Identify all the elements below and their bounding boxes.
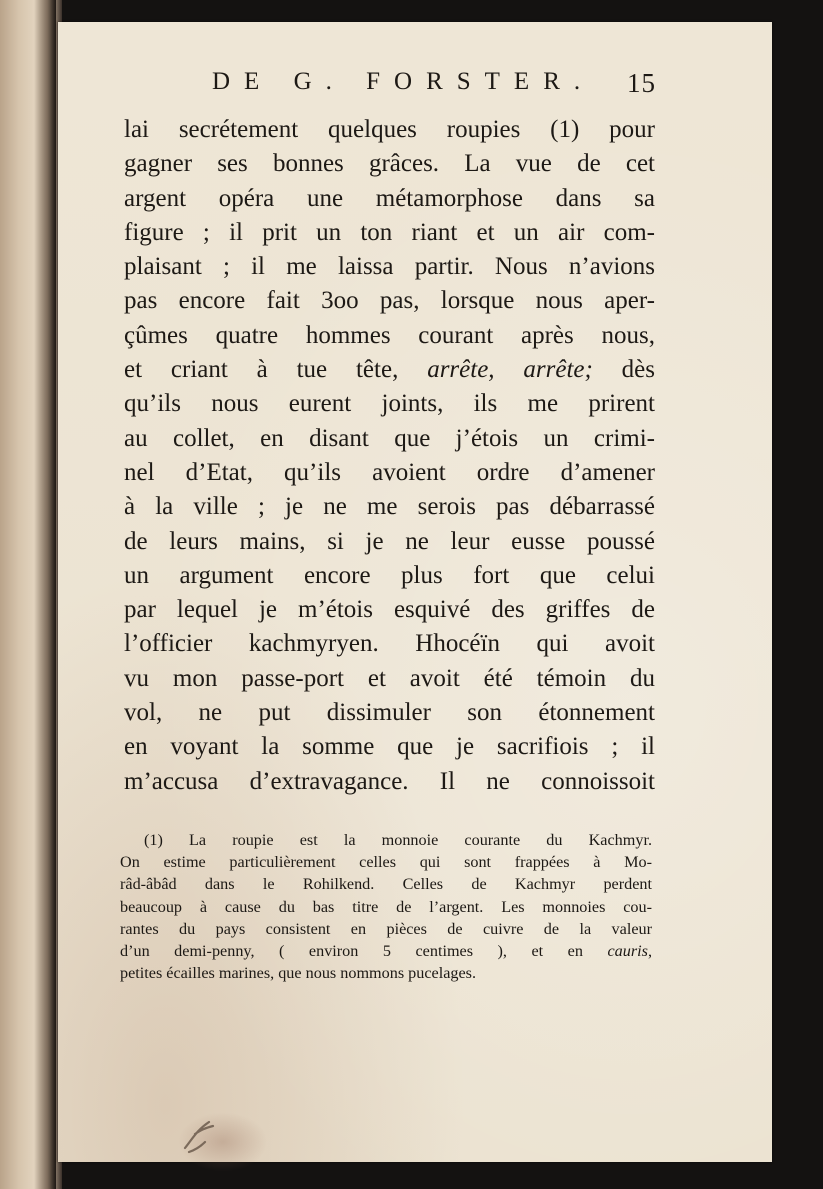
body-line: argent opéra une métamorphose dans sa [124,184,655,212]
footnote-line: On estime particulièrement celles qui sont frappées à Mo- [120,853,652,872]
body-line: m’accusa d’extravagance. Il ne connoissoit [124,767,655,795]
binding-shadow [34,0,56,1189]
body-line: nel d’Etat, qu’ils avoient ordre d’amener [124,458,655,486]
body-line: de leurs mains, si je ne leur eusse poussé [124,527,655,555]
text-run: dès [592,356,655,384]
text-run: , [647,941,652,960]
body-line: à la ville ; je ne me serois pas débarrassé [124,493,655,521]
body-line: en voyant la somme que je sacrifiois ; il [124,733,655,761]
body-line: çûmes quatre hommes courant après nous, [124,321,655,349]
running-head [212,68,656,104]
italic-text: cauris [607,941,648,960]
body-line: lai secrétement quelques roupies (1) pour [124,116,655,143]
footnote-line: rantes du pays consistent en pièces de cuivre de la valeur [120,919,652,938]
footnote-line: (1) La roupie est la monnoie courante du Kachmyr. [144,831,652,849]
body-line: l’officier kachmyryen. Hhocéïn qui avoit [124,630,655,658]
body-line: au collet, en disant que j’étois un crimi- [124,424,655,452]
body-line: vol, ne put dissimuler son étonnement [124,699,655,727]
footnote-line [120,940,652,962]
body-line: figure ; il prit un ton riant et un air com- [124,218,655,246]
running-head-title: DE G. FORSTER. [212,68,595,95]
footnote-line: râd-âbâd dans le Rohilkend. Celles de Kachmyr perdent [120,875,652,894]
footnote-line: beaucoup à cause du bas titre de l’argent. Les monnoies cou- [120,897,652,916]
body-line: pas encore fait 3oo pas, lorsque nous aper- [124,287,655,315]
body-line: qu’ils nous eurent joints, ils me prirent [124,390,655,418]
body-line: un argument encore plus fort que celui [124,561,655,589]
body-line: par lequel je m’étois esquivé des griffes de [124,596,655,624]
text-run: et criant à tue tête, [124,356,428,384]
body-line [124,353,655,387]
body-line: gagner ses bonnes grâces. La vue de cet [124,150,655,178]
body-line: plaisant ; il me laissa partir. Nous n’avions [124,253,655,281]
footnote-line: petites écailles marines, que nous nommons pucelages. [120,964,477,983]
body-text [124,113,655,799]
page-number: 15 [627,68,656,98]
text-run: d’un demi-penny, ( environ 5 centimes ), et en [120,941,608,960]
body-line: vu mon passe-port et avoit été témoin du [124,664,655,692]
footnote [120,829,652,984]
italic-text: arrête, arrête; [427,356,593,384]
ink-mark [175,1108,225,1158]
